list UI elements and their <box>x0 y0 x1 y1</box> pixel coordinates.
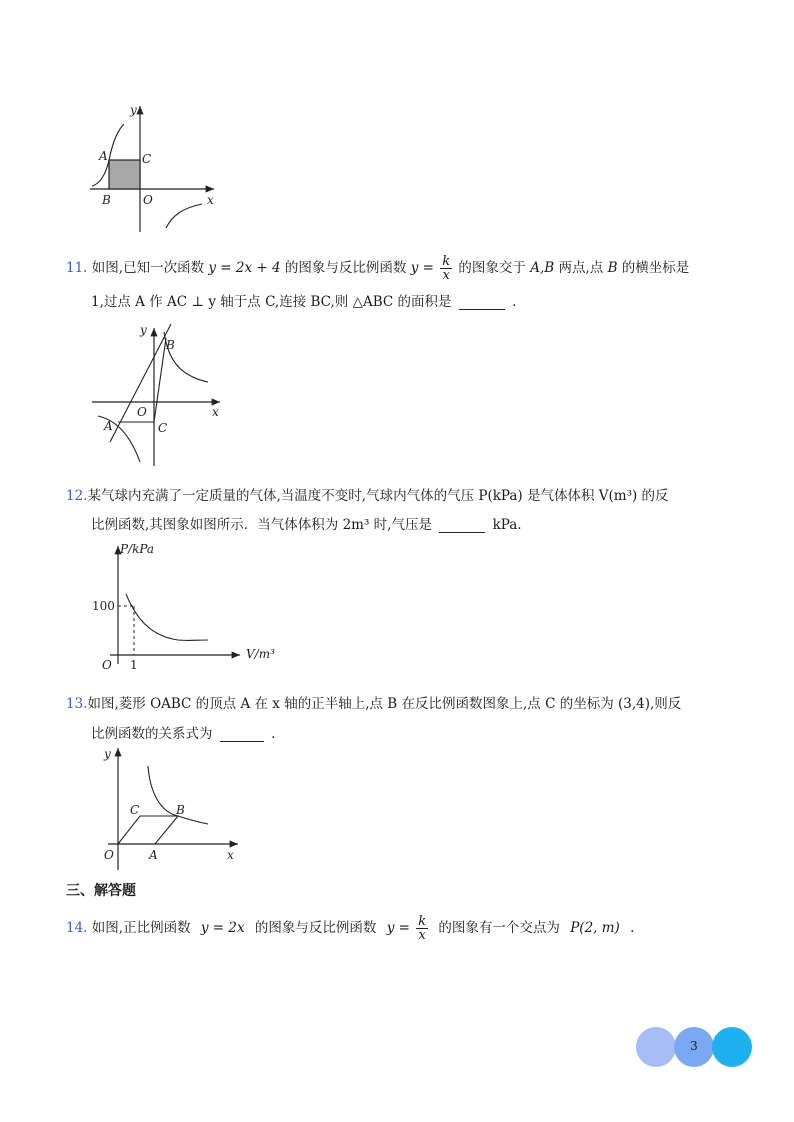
label-B: B <box>176 803 185 817</box>
figure-q13 <box>90 742 250 872</box>
label-x: x <box>227 848 234 862</box>
figure-q11 <box>88 320 228 470</box>
label-O: O <box>104 848 114 862</box>
rhombus-OABC <box>118 816 178 844</box>
answer-blank[interactable] <box>220 727 264 742</box>
page-dot-2 <box>674 1027 714 1067</box>
label-C: C <box>158 421 168 435</box>
question-12-line-1: 12.某气球内充满了一定质量的气体,当温度不变时,气球内气体的气压 P(kPa) 是气体体积 V(m³) 的反 <box>66 488 669 504</box>
question-11-line-1: 11. 如图,已知一次函数 y = 2x + 4 的图象与反比例函数 y = $\frac{k}{x}$ 的图象交于 A,B 两点,点 B 的横坐标是 <box>66 254 690 283</box>
figure-q10 <box>88 100 223 235</box>
question-number: 13. <box>66 696 88 712</box>
label-A: A <box>149 848 158 862</box>
label-A: A <box>99 149 108 163</box>
tick-y-100: 100 <box>92 599 115 613</box>
page-dot-3 <box>712 1027 752 1067</box>
label-B: B <box>166 338 175 352</box>
figure-q12 <box>88 538 288 673</box>
label-xlabel: V/m³ <box>246 647 275 661</box>
page-number-badge <box>636 1027 754 1067</box>
page-dot-1 <box>636 1027 676 1067</box>
label-O: O <box>143 193 153 207</box>
question-11-line-2: 1,过点 A 作 AC ⊥ y 轴于点 C,连接 BC,则 △ABC 的面积是 . <box>91 294 517 310</box>
section-heading: 三、解答题 <box>66 883 136 899</box>
label-ylabel: P/kPa <box>120 542 155 556</box>
answer-blank[interactable] <box>459 295 505 310</box>
label-B: B <box>102 193 111 207</box>
question-number: 11. <box>66 260 88 276</box>
tick-x-1: 1 <box>130 658 138 672</box>
segment-BC <box>154 338 166 422</box>
question-13-line-1: 13.如图,菱形 OABC 的顶点 A 在 x 轴的正半轴上,点 B 在反比例函数图象上,点 C 的坐标为 (3,4),则反 <box>66 696 682 712</box>
question-13-line-2: 比例函数的关系式为 . <box>91 726 276 742</box>
fraction-k-over-x: $\frac{k}{x}$ <box>442 254 451 283</box>
label-O: O <box>137 405 147 419</box>
question-14-line-1: 14. 如图,正比例函数 y = 2x 的图象与反比例函数 y = $\frac{k}{x}$ 的图象有一个交点为 P(2, m) . <box>66 914 635 943</box>
label-O: O <box>102 658 112 672</box>
fraction-k-over-x: $\frac{k}{x}$ <box>418 914 427 943</box>
page-number: 3 <box>690 1039 698 1053</box>
hyperbola-branch-right <box>166 204 202 228</box>
label-A: A <box>104 419 113 433</box>
question-number: 14. <box>66 920 88 936</box>
question-number: 12. <box>66 488 88 504</box>
label-x: x <box>207 193 214 207</box>
label-y: y <box>140 323 147 337</box>
label-y: y <box>104 747 111 761</box>
answer-blank[interactable] <box>439 518 485 533</box>
label-y: y <box>130 103 137 117</box>
label-x: x <box>212 405 219 419</box>
pressure-volume-curve <box>126 594 208 640</box>
shaded-rectangle <box>109 160 140 189</box>
label-C: C <box>130 803 140 817</box>
label-C: C <box>142 152 152 166</box>
question-12-line-2: 比例函数,其图象如图所示．当气体体积为 2m³ 时,气压是 kPa. <box>91 517 522 533</box>
